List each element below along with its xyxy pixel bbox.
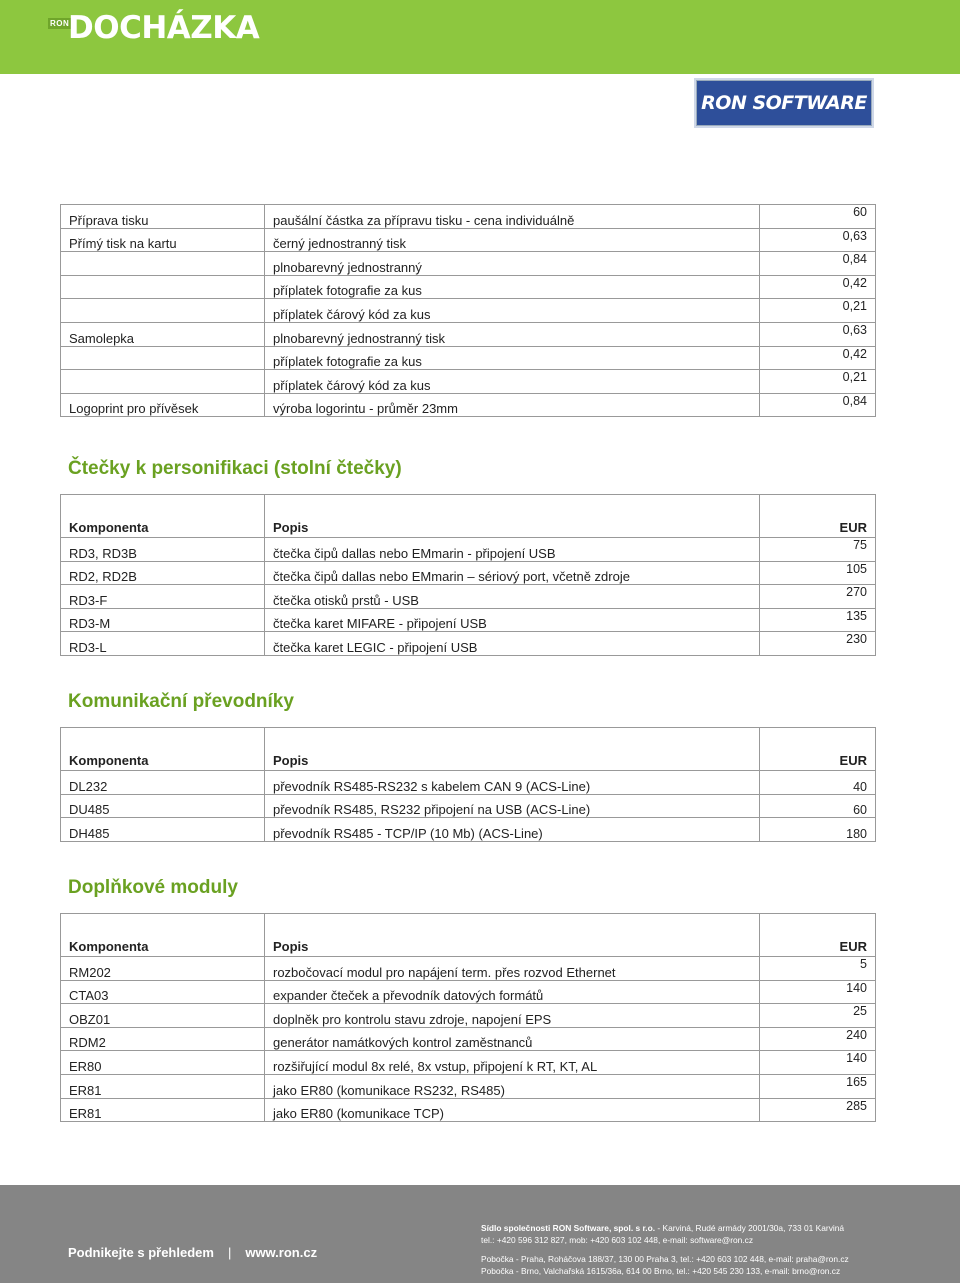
component-cell: RDM2 [61,1027,265,1051]
component-cell: DU485 [61,794,265,818]
price-cell: 140 [760,980,876,1004]
price-cell: 140 [760,1051,876,1075]
print-price-table [60,204,876,417]
description-cell: převodník RS485 - TCP/IP (10 Mb) (ACS-Line) [265,818,760,842]
header-component: Komponenta [61,495,265,538]
price-cell: 40 [760,771,876,795]
footer-web-link[interactable]: www.ron.cz [245,1245,318,1260]
description-cell: čtečka otisků prstů - USB [265,585,760,609]
table-row [61,1051,876,1075]
header-description: Popis [265,495,760,538]
price-cell: 240 [760,1027,876,1051]
description-cell: rozšiřující modul 8x relé, 8x vstup, připojení k RT, KT, AL [265,1051,760,1075]
description-cell: čtečka čipů dallas nebo EMmarin - připojení USB [265,538,760,562]
table-row [61,275,876,299]
description-cell: čtečka čipů dallas nebo EMmarin – sériový port, včetně zdroje [265,561,760,585]
app-title: DOCHÁZKA [68,10,260,46]
footer-branch-brno: Pobočka - Brno, Valchařská 1615/36a, 614 00 Brno, tel.: +420 545 230 133, e-mail: brno@ron.cz [481,1265,841,1276]
description-cell: paušální částka za přípravu tisku - cena individuálně [265,205,760,229]
converters-table [60,727,876,842]
price-cell: 75 [760,538,876,562]
price-cell: 230 [760,632,876,656]
table-row [61,561,876,585]
table-row [61,794,876,818]
price-cell: 0,42 [760,346,876,370]
component-cell: RD2, RD2B [61,561,265,585]
header-description: Popis [265,728,760,771]
footer-hq-address: - Karviná, Rudé armády 2001/30a, 733 01 Karviná [655,1223,845,1233]
section-title-converters: Komunikační převodníky [68,691,294,712]
price-cell: 165 [760,1074,876,1098]
description-cell: generátor namátkových kontrol zaměstnanců [265,1027,760,1051]
price-cell: 0,84 [760,393,876,417]
item-cell: Příprava tisku [61,205,265,229]
footer-hq-name: Sídlo společnosti RON Software, spol. s r.o. [481,1223,656,1233]
ron-small-logo: RON [50,19,70,28]
item-cell [61,370,265,394]
item-cell: Logoprint pro přívěsek [61,393,265,417]
footer-branch-praha: Pobočka - Praha, Roháčova 188/37, 130 00 Praha 3, tel.: +420 603 102 448, e-mail: praha@ron.cz [481,1254,849,1264]
component-cell: RD3-M [61,608,265,632]
price-cell: 5 [760,957,876,981]
table-row [61,1098,876,1122]
description-cell: rozbočovací modul pro napájení term. přes rozvod Ethernet [265,957,760,981]
component-cell: RM202 [61,957,265,981]
table-row [61,585,876,609]
table-row [61,632,876,656]
description-cell: expander čteček a převodník datových formátů [265,980,760,1004]
footer-slogan-block [68,1245,317,1260]
header-description: Popis [265,914,760,957]
description-cell: čtečka karet MIFARE - připojení USB [265,608,760,632]
item-cell: Samolepka [61,322,265,346]
ron-software-logo [696,80,872,126]
component-cell: CTA03 [61,980,265,1004]
price-cell: 0,84 [760,252,876,276]
footer-hq [481,1223,849,1235]
price-cell: 60 [760,205,876,229]
price-cell: 180 [760,818,876,842]
modules-table [60,913,876,1122]
footer-separator: | [227,1245,232,1260]
header-price: EUR [760,728,876,771]
header-price: EUR [760,495,876,538]
table-row [61,252,876,276]
component-cell: ER81 [61,1074,265,1098]
item-cell [61,346,265,370]
description-cell: převodník RS485-RS232 s kabelem CAN 9 (ACS-Line) [265,771,760,795]
page-footer [0,1185,960,1283]
description-cell: příplatek čárový kód za kus [265,299,760,323]
header-component: Komponenta [61,728,265,771]
price-cell: 285 [760,1098,876,1122]
price-cell: 105 [760,561,876,585]
description-cell: černý jednostranný tisk [265,228,760,252]
table-row [61,1004,876,1028]
brand-text: RON SOFTWARE [701,92,867,114]
description-cell: výroba logorintu - průměr 23mm [265,393,760,417]
price-cell: 25 [760,1004,876,1028]
table-row [61,322,876,346]
price-cell: 0,63 [760,322,876,346]
table-row [61,346,876,370]
table-row [61,299,876,323]
description-cell: plnobarevný jednostranný tisk [265,322,760,346]
table-row [61,538,876,562]
page-header [0,0,960,74]
item-cell [61,299,265,323]
table-row [61,228,876,252]
price-cell: 0,42 [760,275,876,299]
description-cell: jako ER80 (komunikace TCP) [265,1098,760,1122]
price-cell: 0,63 [760,228,876,252]
description-cell: příplatek čárový kód za kus [265,370,760,394]
table-row [61,370,876,394]
description-cell: čtečka karet LEGIC - připojení USB [265,632,760,656]
table-header-row [61,495,876,538]
table-row [61,205,876,229]
description-cell: plnobarevný jednostranný [265,252,760,276]
component-cell: RD3-L [61,632,265,656]
description-cell: doplněk pro kontrolu stavu zdroje, napojení EPS [265,1004,760,1028]
table-row [61,608,876,632]
component-cell: DL232 [61,771,265,795]
price-cell: 60 [760,794,876,818]
section-title-modules: Doplňkové moduly [68,877,238,898]
price-cell: 0,21 [760,299,876,323]
price-cell: 270 [760,585,876,609]
price-cell: 135 [760,608,876,632]
table-row [61,957,876,981]
footer-hq-contact: tel.: +420 596 312 827, mob: +420 603 102 448, e-mail: software@ron.cz [481,1234,754,1245]
table-row [61,818,876,842]
table-row [61,980,876,1004]
section-title-readers: Čtečky k personifikaci (stolní čtečky) [68,458,402,479]
component-cell: DH485 [61,818,265,842]
item-cell: Přímý tisk na kartu [61,228,265,252]
table-header-row [61,728,876,771]
item-cell [61,252,265,276]
description-cell: převodník RS485, RS232 připojení na USB (ACS-Line) [265,794,760,818]
table-row [61,393,876,417]
header-price: EUR [760,914,876,957]
component-cell: RD3-F [61,585,265,609]
table-row [61,1074,876,1098]
component-cell: OBZ01 [61,1004,265,1028]
description-cell: příplatek fotografie za kus [265,275,760,299]
footer-slogan: Podnikejte s přehledem [68,1245,214,1260]
component-cell: RD3, RD3B [61,538,265,562]
component-cell: ER81 [61,1098,265,1122]
table-row [61,1027,876,1051]
header-component: Komponenta [61,914,265,957]
item-cell [61,275,265,299]
component-cell: ER80 [61,1051,265,1075]
table-header-row [61,914,876,957]
footer-contacts [481,1223,849,1277]
price-cell: 0,21 [760,370,876,394]
description-cell: příplatek fotografie za kus [265,346,760,370]
description-cell: jako ER80 (komunikace RS232, RS485) [265,1074,760,1098]
readers-table [60,494,876,656]
table-row [61,771,876,795]
